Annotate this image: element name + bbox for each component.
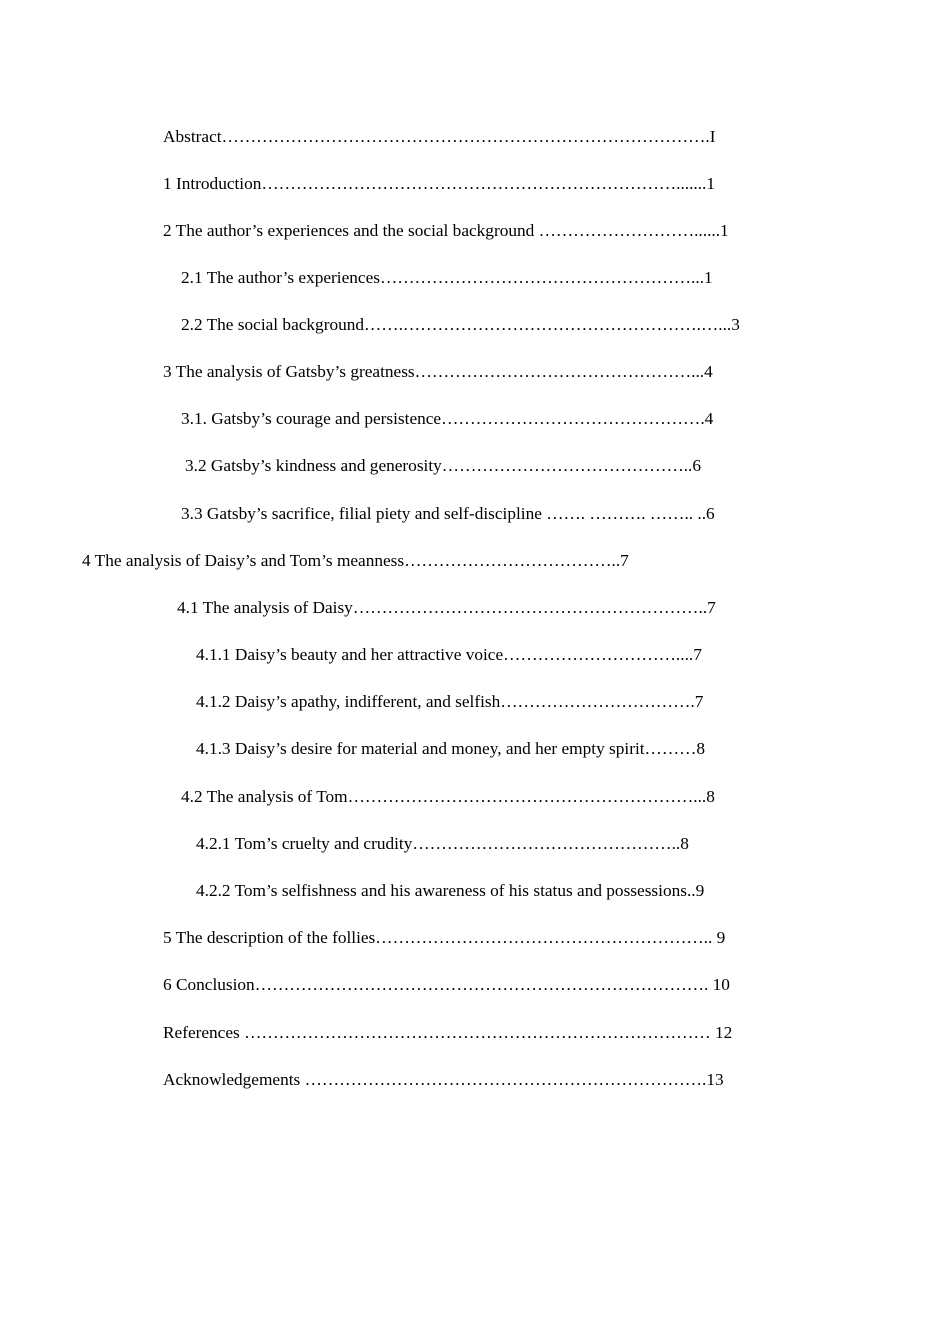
toc-entry-conclusion: 6 Conclusion……………………………………………………………………. 10 <box>163 975 730 994</box>
toc-entry-subsection-4-1-1: 4.1.1 Daisy’s beauty and her attractive voice…………………………....7 <box>196 645 702 664</box>
toc-entry-chapter-5: 5 The description of the follies………………………………………………….. 9 <box>163 928 726 947</box>
toc-entry-references: References ……………………………………………………………………… 12 <box>163 1023 733 1042</box>
toc-entry-section-3-1: 3.1. Gatsby’s courage and persistence……………………………………….4 <box>181 409 714 428</box>
toc-entry-section-4-1: 4.1 The analysis of Daisy……………………………………………………..7 <box>177 598 716 617</box>
toc-entry-section-2-2: 2.2 The social background…….…………………………………………….…...3 <box>181 315 740 334</box>
toc-entry-section-2-1: 2.1 The author’s experiences………………………………………………...1 <box>181 268 713 287</box>
toc-entry-subsection-4-2-1: 4.2.1 Tom’s cruelty and crudity………………………………………..8 <box>196 834 689 853</box>
toc-entry-subsection-4-2-2: 4.2.2 Tom’s selfishness and his awareness of his status and possessions..9 <box>196 881 705 900</box>
toc-entry-chapter-4: 4 The analysis of Daisy’s and Tom’s meanness………………………………..7 <box>82 551 629 570</box>
toc-entry-section-3-3: 3.3 Gatsby’s sacrifice, filial piety and self-discipline ……. ………. …….. ..6 <box>181 504 715 523</box>
toc-entry-introduction: 1 Introduction……………………………………………………………….......1 <box>163 174 716 193</box>
toc-entry-chapter-2: 2 The author’s experiences and the social background ………………………......1 <box>163 221 729 240</box>
toc-entry-section-3-2: 3.2 Gatsby’s kindness and generosity……………………………………..6 <box>185 456 702 475</box>
toc-entry-acknowledgements: Acknowledgements …………………………………………………………….13 <box>163 1070 724 1089</box>
toc-entry-chapter-3: 3 The analysis of Gatsby’s greatness…………………………………………...4 <box>163 362 713 381</box>
toc-entry-subsection-4-1-3: 4.1.3 Daisy’s desire for material and money, and her empty spirit………8 <box>196 739 706 758</box>
toc-entry-abstract: Abstract………………………………………………………………………….I <box>163 127 716 146</box>
toc-entry-section-4-2: 4.2 The analysis of Tom……………………………………………………...8 <box>181 787 715 806</box>
toc-entry-subsection-4-1-2: 4.1.2 Daisy’s apathy, indifferent, and selfish…………………………….7 <box>196 692 704 711</box>
